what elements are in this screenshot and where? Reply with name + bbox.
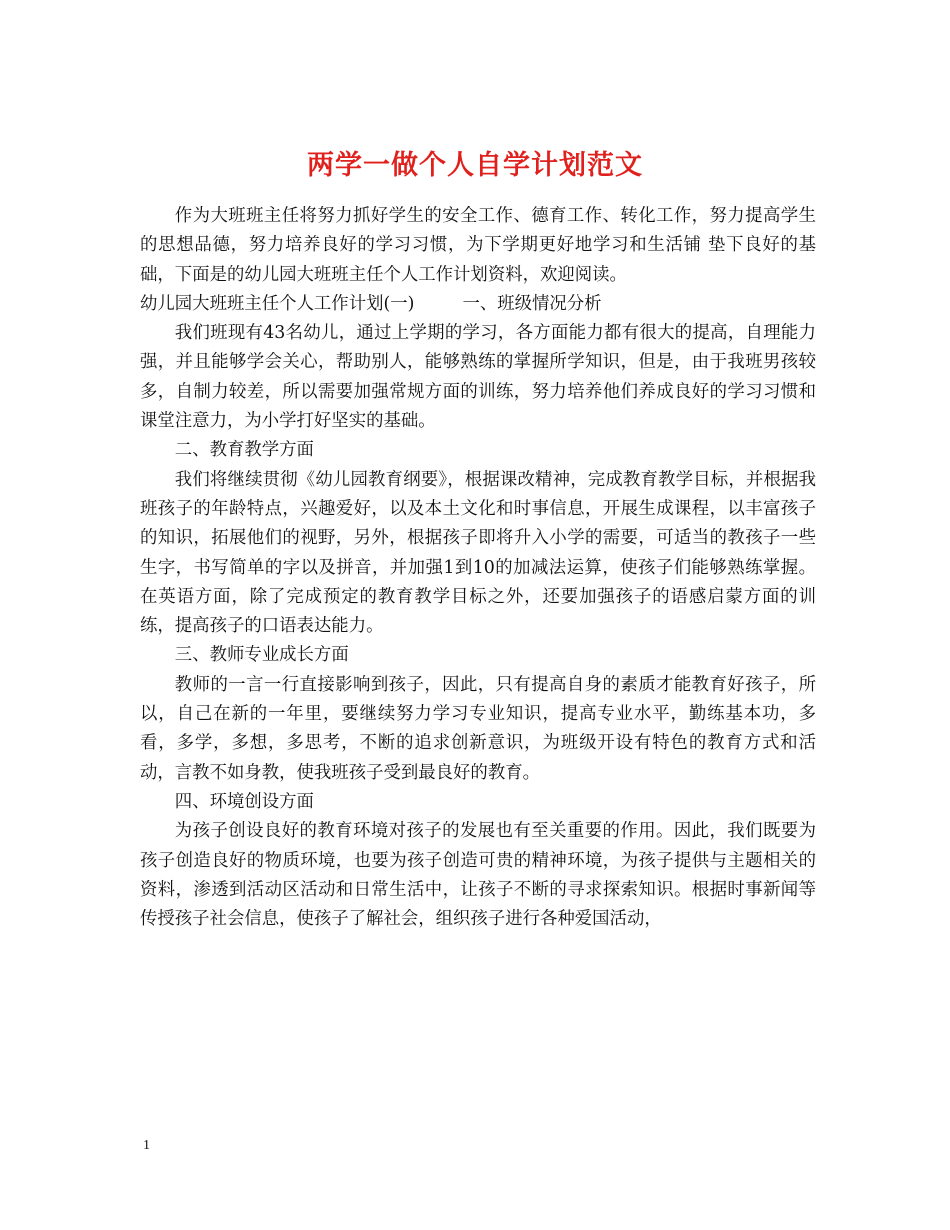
section3-paragraph: 教师的一言一行直接影响到孩子，因此，只有提高自身的素质才能教育好孩子，所以，自己在新的一年里，要继续努力学习专业知识，提高专业水平，勤练基本功，多看，多学，多想，多思考，不断的追求创新意识，为班级开设有特色的教育方式和活动，言教不如身教，使我班孩子受到最良好的教育。 — [140, 674, 816, 783]
document-body — [140, 202, 816, 934]
plan-title-line — [140, 290, 816, 319]
section2-paragraph: 我们将继续贯彻《幼儿园教育纲要》，根据课改精神，完成教育教学目标，并根据我班孩子的年龄特点，兴趣爱好，以及本土文化和时事信息，开展生成课程，以丰富孩子的知识，拓展他们的视野，另外，根据孩子即将升入小学的需要，可适当的教孩子一些生字，书写简单的字以及拼音，并加强1到10的加减法运算，使孩子们能够熟练掌握。在英语方面，除了完成预定的教育教学目标之外，还要加强孩子的语感启蒙方面的训练，提高孩子的口语表达能力。 — [140, 469, 816, 637]
section4-heading: 四、环境创设方面 — [174, 791, 314, 812]
section3-heading: 三、教师专业成长方面 — [174, 645, 349, 666]
section4-paragraph: 为孩子创设良好的教育环境对孩子的发展也有至关重要的作用。因此，我们既要为孩子创造良好的物质环境，也要为孩子创造可贵的精神环境，为孩子提供与主题相关的资料，渗透到活动区活动和日常生活中，让孩子不断的寻求探索知识。根据时事新闻等传授孩子社会信息，使孩子了解社会，组织孩子进行各种爱国活动， — [140, 821, 816, 930]
section1-heading: 一、班级情况分析 — [462, 293, 602, 314]
page-number: 1 — [143, 1138, 150, 1153]
section1-paragraph: 我们班现有43名幼儿，通过上学期的学习，各方面能力都有很大的提高，自理能力强，并且能够学会关心，帮助别人，能够熟练的掌握所学知识，但是，由于我班男孩较多，自制力较差，所以需要加强常规方面的训练，努力培养他们养成良好的学习习惯和课堂注意力，为小学打好坚实的基础。 — [140, 323, 816, 432]
intro-paragraph: 作为大班班主任将努力抓好学生的安全工作、德育工作、转化工作，努力提高学生的思想品德，努力培养良好的学习习惯，为下学期更好地学习和生活铺 垫下良好的基础，下面是的幼儿园大班班主任个人工作计划资料，欢迎阅读。 — [140, 206, 816, 285]
section2-heading: 二、教育教学方面 — [174, 440, 314, 461]
document-title: 两学一做个人自学计划范文 — [307, 150, 643, 182]
plan-title: 幼儿园大班班主任个人工作计划(一) — [140, 293, 415, 314]
